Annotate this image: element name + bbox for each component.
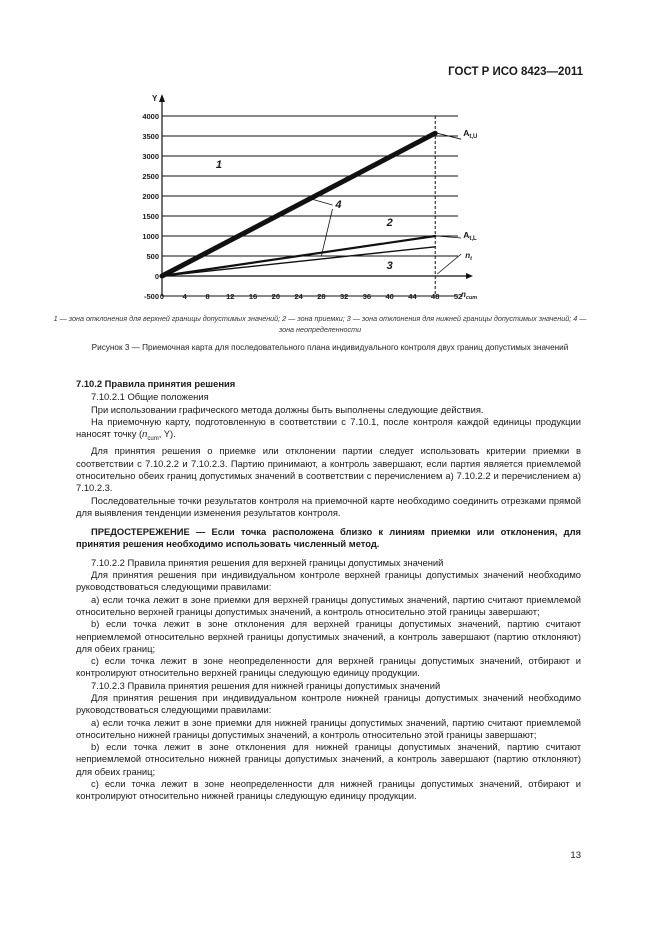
y-tick-label: 4000 xyxy=(142,112,159,121)
y-tick-label: 2000 xyxy=(142,192,159,201)
zone-label: 2 xyxy=(386,217,393,229)
x-tick-label: 16 xyxy=(248,292,258,301)
section-heading: 7.10.2 Правила принятия решения xyxy=(76,378,236,389)
list-item: с) если точка лежит в зоне неопределенности для верхней границы допустимых значений, отбирают и контролируют относительно верхней границы следующую единицу продукции. xyxy=(76,655,581,679)
x-tick-label: 20 xyxy=(271,292,281,301)
y-tick-label: 3500 xyxy=(142,132,159,141)
list-item: а) если точка лежит в зоне приемки для нижней границы допустимых значений, партию считают приемлемой относительно нижней границы допустимых значений, а контроль относительно этой границы завершают; xyxy=(76,716,581,740)
subsection-title: 7.10.2.2 Правила принятия решения для верхней границы допустимых значений xyxy=(91,556,444,568)
zone-label: 1 xyxy=(215,159,222,171)
series-label-lower: $A_{t,L}$ xyxy=(463,230,477,242)
list-item: b) если точка лежит в зоне отклонения для нижней границы допустимых значений, партию считают неприемлемой относительно нижней границы допустимых значений, а контроль завершают (партию отклоняют) для обеих границ; xyxy=(76,741,581,777)
x-tick-label: 40 xyxy=(385,292,394,301)
subsection-title: 7.10.2.1 Общие положения xyxy=(91,391,209,403)
figure-caption: Рисунок 3 — Приемочная карта для последовательного плана индивидуального контроля двух границ допустимых значений xyxy=(91,343,569,352)
y-tick-label: 1500 xyxy=(142,212,159,221)
chart-lines xyxy=(162,133,461,276)
series-line xyxy=(162,247,435,276)
standard-header: ГОСТ Р ИСО 8423—2011 xyxy=(448,66,583,78)
x-tick-label: 44 xyxy=(408,292,417,301)
zone-label: 4 xyxy=(335,199,342,211)
x-tick-label: 32 xyxy=(339,292,349,301)
x-tick-label: 36 xyxy=(362,292,372,301)
subsection-title: 7.10.2.3 Правила принятия решения для нижней границы допустимых значений xyxy=(91,679,441,691)
paragraph: При использовании графического метода должны быть выполнены следующие действия. xyxy=(91,403,484,415)
paragraph: Для принятия решения при индивидуальном контроле нижней границы допустимых значений необходимо руководствоваться следующими правилами: xyxy=(76,692,581,716)
y-axis-arrow xyxy=(159,94,165,102)
paragraph: Последовательные точки результатов контроля на приемочной карте необходимо соединить отрезками прямой для выявления тенденции изменения результатов контроля. xyxy=(76,494,581,518)
x-tick-label: 48 xyxy=(431,292,440,301)
x-tick-label: 8 xyxy=(205,292,210,301)
x-axis-label: $n_{cum}$ xyxy=(461,290,478,301)
series-line xyxy=(162,133,435,276)
x-tick-label: 4 xyxy=(182,292,187,301)
zone-label: 3 xyxy=(386,259,393,272)
y-tick-label: 2500 xyxy=(142,172,159,181)
leader-line xyxy=(437,254,461,274)
x-tick-label: 52 xyxy=(453,292,463,301)
warning-text: ПРЕДОСТЕРЕЖЕНИЕ — Если точка расположена близко к линиям приемки или отклонения, для принятия решения необходимо использовать численный метод. xyxy=(76,526,581,550)
acceptance-chart xyxy=(138,90,518,310)
x-tick-label: 28 xyxy=(317,292,326,301)
paragraph: Для принятия решения при индивидуальном контроле верхней границы допустимых значений необходимо руководствоваться следующими правилами: xyxy=(76,569,581,593)
page-number: 13 xyxy=(570,850,581,861)
x-tick-label: 24 xyxy=(294,292,303,301)
y-tick-label: 1000 xyxy=(142,232,159,241)
y-tick-label: 0 xyxy=(154,272,159,281)
y-tick-label: 3000 xyxy=(142,152,159,161)
series-label-upper: $A_{t,U}$ xyxy=(463,128,478,141)
list-item: а) если точка лежит в зоне приемки для верхней границы допустимых значений, партию считают приемлемой относительно верхней границы допустимых значений, а контроль относительно этой границы завершают; xyxy=(76,593,581,617)
x-tick-label: 12 xyxy=(226,292,235,301)
paragraph: На приемочную карту, подготовленную в соответствии с 7.10.1, после контроля каждой единицы продукции наносят точку ($n_{cum}$, Y). xyxy=(76,415,581,443)
section-body xyxy=(76,378,581,803)
zone4-leader xyxy=(310,199,332,205)
x-tick-label: 0 xyxy=(159,292,165,301)
y-axis-label: Y xyxy=(152,94,158,103)
y-tick-label: -500 xyxy=(143,292,159,301)
paragraph: Для принятия решения о приемке или отклонении партии следует использовать критерии приемки в соответствии с 7.10.2.2 и 7.10.2.3. Партию принимают, а контроль завершают, если партия является приемлемой относительно обеих границ допустимых значений в соответствии с перечислением а) 7.10.2.2 и перечислением а) 7.10.2.3. xyxy=(76,445,581,494)
x-axis-arrow xyxy=(466,273,473,279)
figure-legend: 1 — зона отклонения для верхней границы допустимых значений; 2 — зона приемки; 3 — зона отклонения для нижней границы допустимых значений; 4 — зона неопределенности xyxy=(53,314,587,334)
y-tick-label: 500 xyxy=(146,252,159,261)
list-item: с) если точка лежит в зоне неопределенности для нижней границы допустимых значений, отбирают и контролируют относительно нижней границы следующую единицу продукции. xyxy=(76,778,581,802)
x-axis-label-sub: cum xyxy=(465,295,478,301)
list-item: b) если точка лежит в зоне отклонения для верхней границы допустимых значений, партию считают неприемлемой относительно верхней границы допустимых значений, а контроль завершают (партию отклоняют) для обеих границ; xyxy=(76,618,581,654)
nt-label: $n_t$ xyxy=(465,251,472,262)
